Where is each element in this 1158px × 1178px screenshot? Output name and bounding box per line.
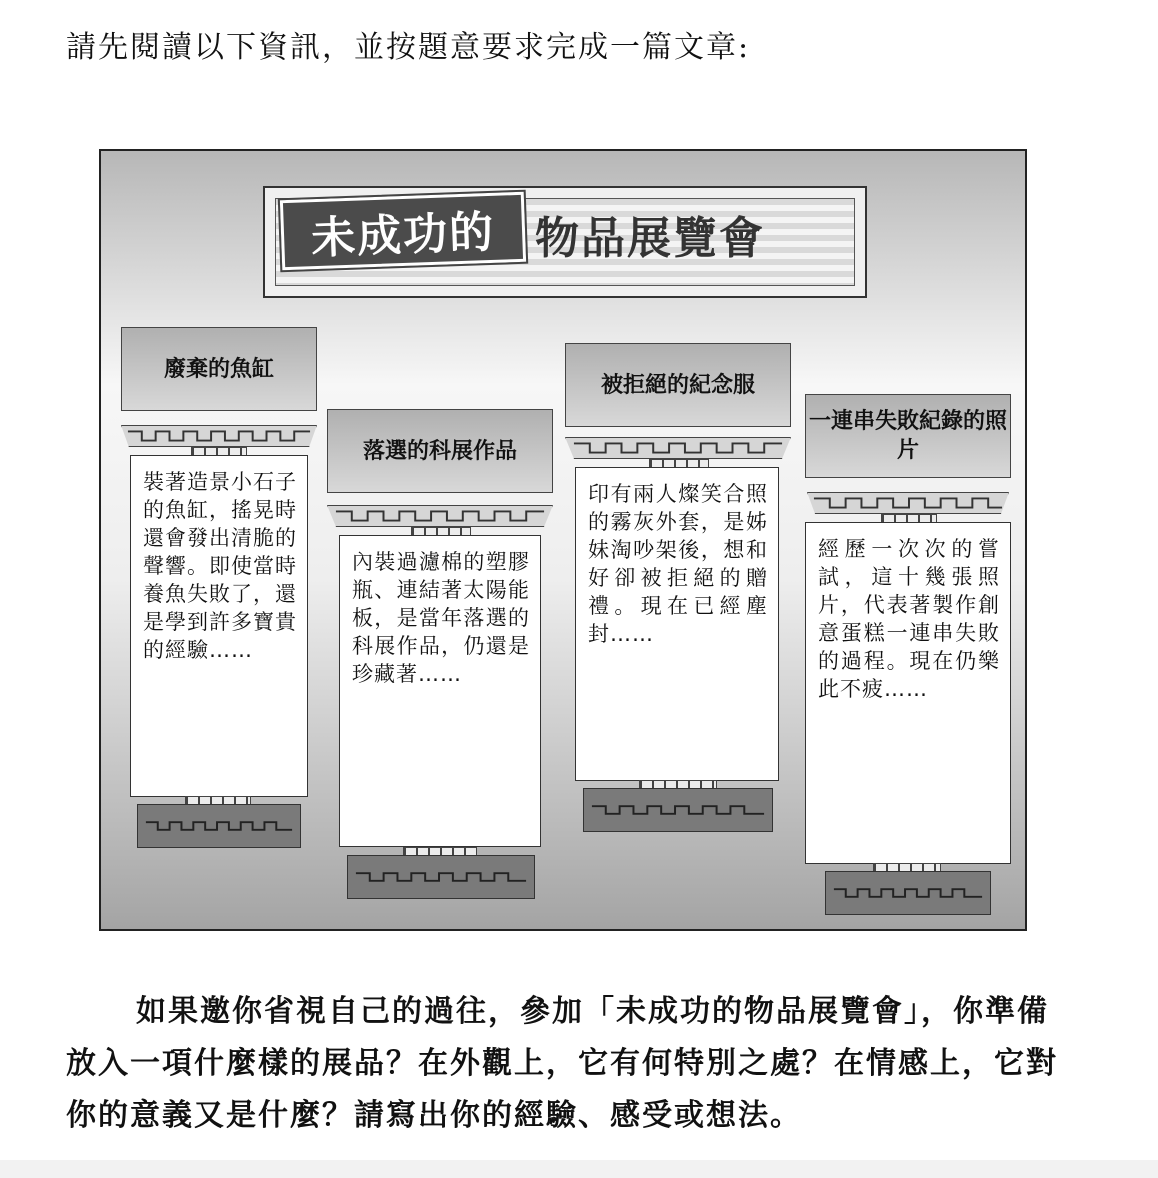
column-base — [825, 871, 991, 915]
column-capital-trim — [807, 492, 1009, 514]
exhibition-board — [99, 149, 1027, 931]
exhibit-label-science-project: 落選的科展作品 — [327, 409, 553, 493]
exhibit-description-science-project: 內裝過濾棉的塑膠瓶、連結著太陽能板，是當年落選的科展作品，仍還是珍藏著…… — [339, 535, 541, 847]
column-capital-trim — [327, 505, 553, 527]
column-capital-trim — [565, 437, 791, 459]
column-capital-trim — [121, 425, 317, 447]
page-footer-strip — [0, 1160, 1158, 1178]
column-base — [583, 788, 773, 832]
column-base — [137, 804, 301, 848]
writing-prompt: 如果邀你省視自己的過往，參加「未成功的物品展覽會」，你準備放入一項什麼樣的展品？在外觀上，它有何特別之處？在情感上，它對你的意義又是什麼？請寫出你的經驗、感受或想法。 — [66, 994, 1058, 1133]
exhibit-label-fish-tank: 廢棄的魚缸 — [121, 327, 317, 411]
exhibit-label-rejected-jacket: 被拒絕的紀念服 — [565, 343, 791, 427]
exhibit-label-failure-photos: 一連串失敗紀錄的照片 — [805, 394, 1011, 478]
exhibit-description-rejected-jacket: 印有兩人燦笑合照的霧灰外套，是姊妹淘吵架後，想和好卻被拒絕的贈禮。現在已經塵封…… — [575, 467, 779, 781]
instruction-heading: 請先閱讀以下資訊，並按題意要求完成一篇文章: — [66, 30, 751, 65]
exhibit-description-fish-tank: 裝著造景小石子的魚缸，搖晃時還會發出清脆的聲響。即使當時養魚失敗了，還是學到許多寶貴的經驗…… — [130, 455, 308, 797]
exhibition-banner — [263, 186, 867, 298]
exhibit-description-failure-photos: 經歷一次次的嘗試，這十幾張照片，代表著製作創意蛋糕一連串失敗的過程。現在仍樂此不疲…… — [805, 522, 1011, 864]
column-base — [347, 855, 535, 899]
banner-title-rest: 物品展覽會 — [535, 213, 765, 264]
banner-title-highlight: 未成功的 — [280, 192, 526, 270]
